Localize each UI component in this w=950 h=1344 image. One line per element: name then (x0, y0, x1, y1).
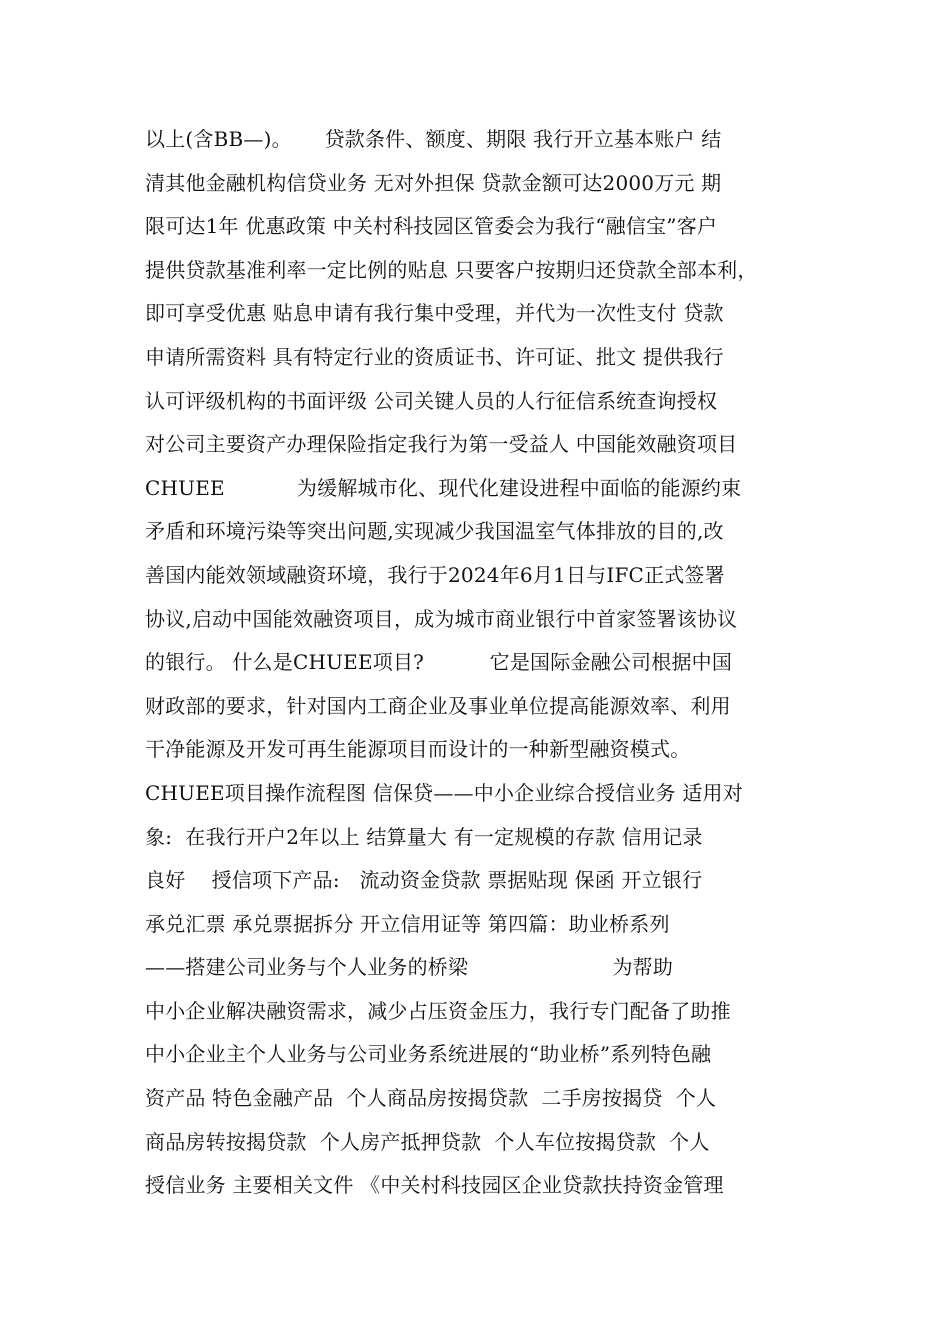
text-line-6: 申请所需资料 具有特定行业的资质证书、许可证、批文 提供我行 (145, 344, 724, 369)
text-line-1: 以上(含BB—)。 贷款条件、额度、期限 我行开立基本账户 结 (145, 127, 722, 151)
text-line-21: 中小企业解决融资需求，减少占压资金压力，我行专门配备了助推 (145, 998, 731, 1023)
text-line-5: 即可享受优惠 贴息申请有我行集中受理，并代为一次性支付 贷款 (145, 301, 724, 326)
text-line-18: 良好 授信项下产品: 流动资金贷款 票据贴现 保函 开立银行 (145, 868, 703, 893)
text-line-3: 限可达1年 优惠政策 中关村科技园区管委会为我行“融信宝”客户 (145, 214, 718, 239)
text-line-8: 对公司主要资产办理保险指定我行为第一受益人 中国能效融资项目 (145, 432, 738, 457)
text-line-13: 的银行。 什么是CHUEE项目? 它是国际金融公司根据中国 (145, 650, 733, 675)
text-line-7: 认可评级机构的书面评级 公司关键人员的人行征信系统查询授权 (145, 388, 718, 413)
text-line-23: 资产品 特色金融产品 个人商品房按揭贷款 二手房按揭贷 个人 (145, 1086, 717, 1111)
text-line-16: CHUEE项目操作流程图 信保贷——中小企业综合授信业务 适用对 (145, 780, 743, 805)
text-line-17: 象: 在我行开户2年以上 结算量大 有一定规模的存款 信用记录 (145, 824, 703, 849)
text-line-11: 善国内能效领域融资环境，我行于2024年6月1日与IFC正式签署 (145, 562, 725, 587)
text-line-25: 授信业务 主要相关文件 《中关村科技园区企业贷款扶持资金管理 (145, 1173, 724, 1198)
text-line-15: 干净能源及开发可再生能源项目而设计的一种新型融资模式。 (145, 737, 691, 762)
body-text (145, 118, 815, 1208)
text-line-2: 清其他金融机构信贷业务 无对外担保 贷款金额可达2000万元 期 (145, 170, 722, 195)
text-line-20: ——搭建公司业务与个人业务的桥梁 为帮助 (145, 955, 674, 980)
text-line-10: 矛盾和环境污染等突出问题,实现减少我国温室气体排放的目的,改 (145, 519, 724, 544)
text-line-24: 商品房转按揭贷款 个人房产抵押贷款 个人车位按揭贷款 个人 (145, 1129, 710, 1154)
text-line-9: CHUEE 为缓解城市化、现代化建设进程中面临的能源约束 (145, 475, 742, 500)
text-line-22: 中小企业主个人业务与公司业务系统进展的“助业桥”系列特色融 (145, 1042, 712, 1067)
text-line-14: 财政部的要求，针对国内工商企业及事业单位提高能源效率、利用 (145, 693, 731, 718)
text-line-12: 协议,启动中国能效融资项目，成为城市商业银行中首家签署该协议 (145, 606, 738, 631)
text-line-4: 提供贷款基准利率一定比例的贴息 只要客户按期归还贷款全部本利， (145, 257, 758, 282)
text-line-19: 承兑汇票 承兑票据拆分 开立信用证等 第四篇：助业桥系列 (145, 911, 670, 936)
